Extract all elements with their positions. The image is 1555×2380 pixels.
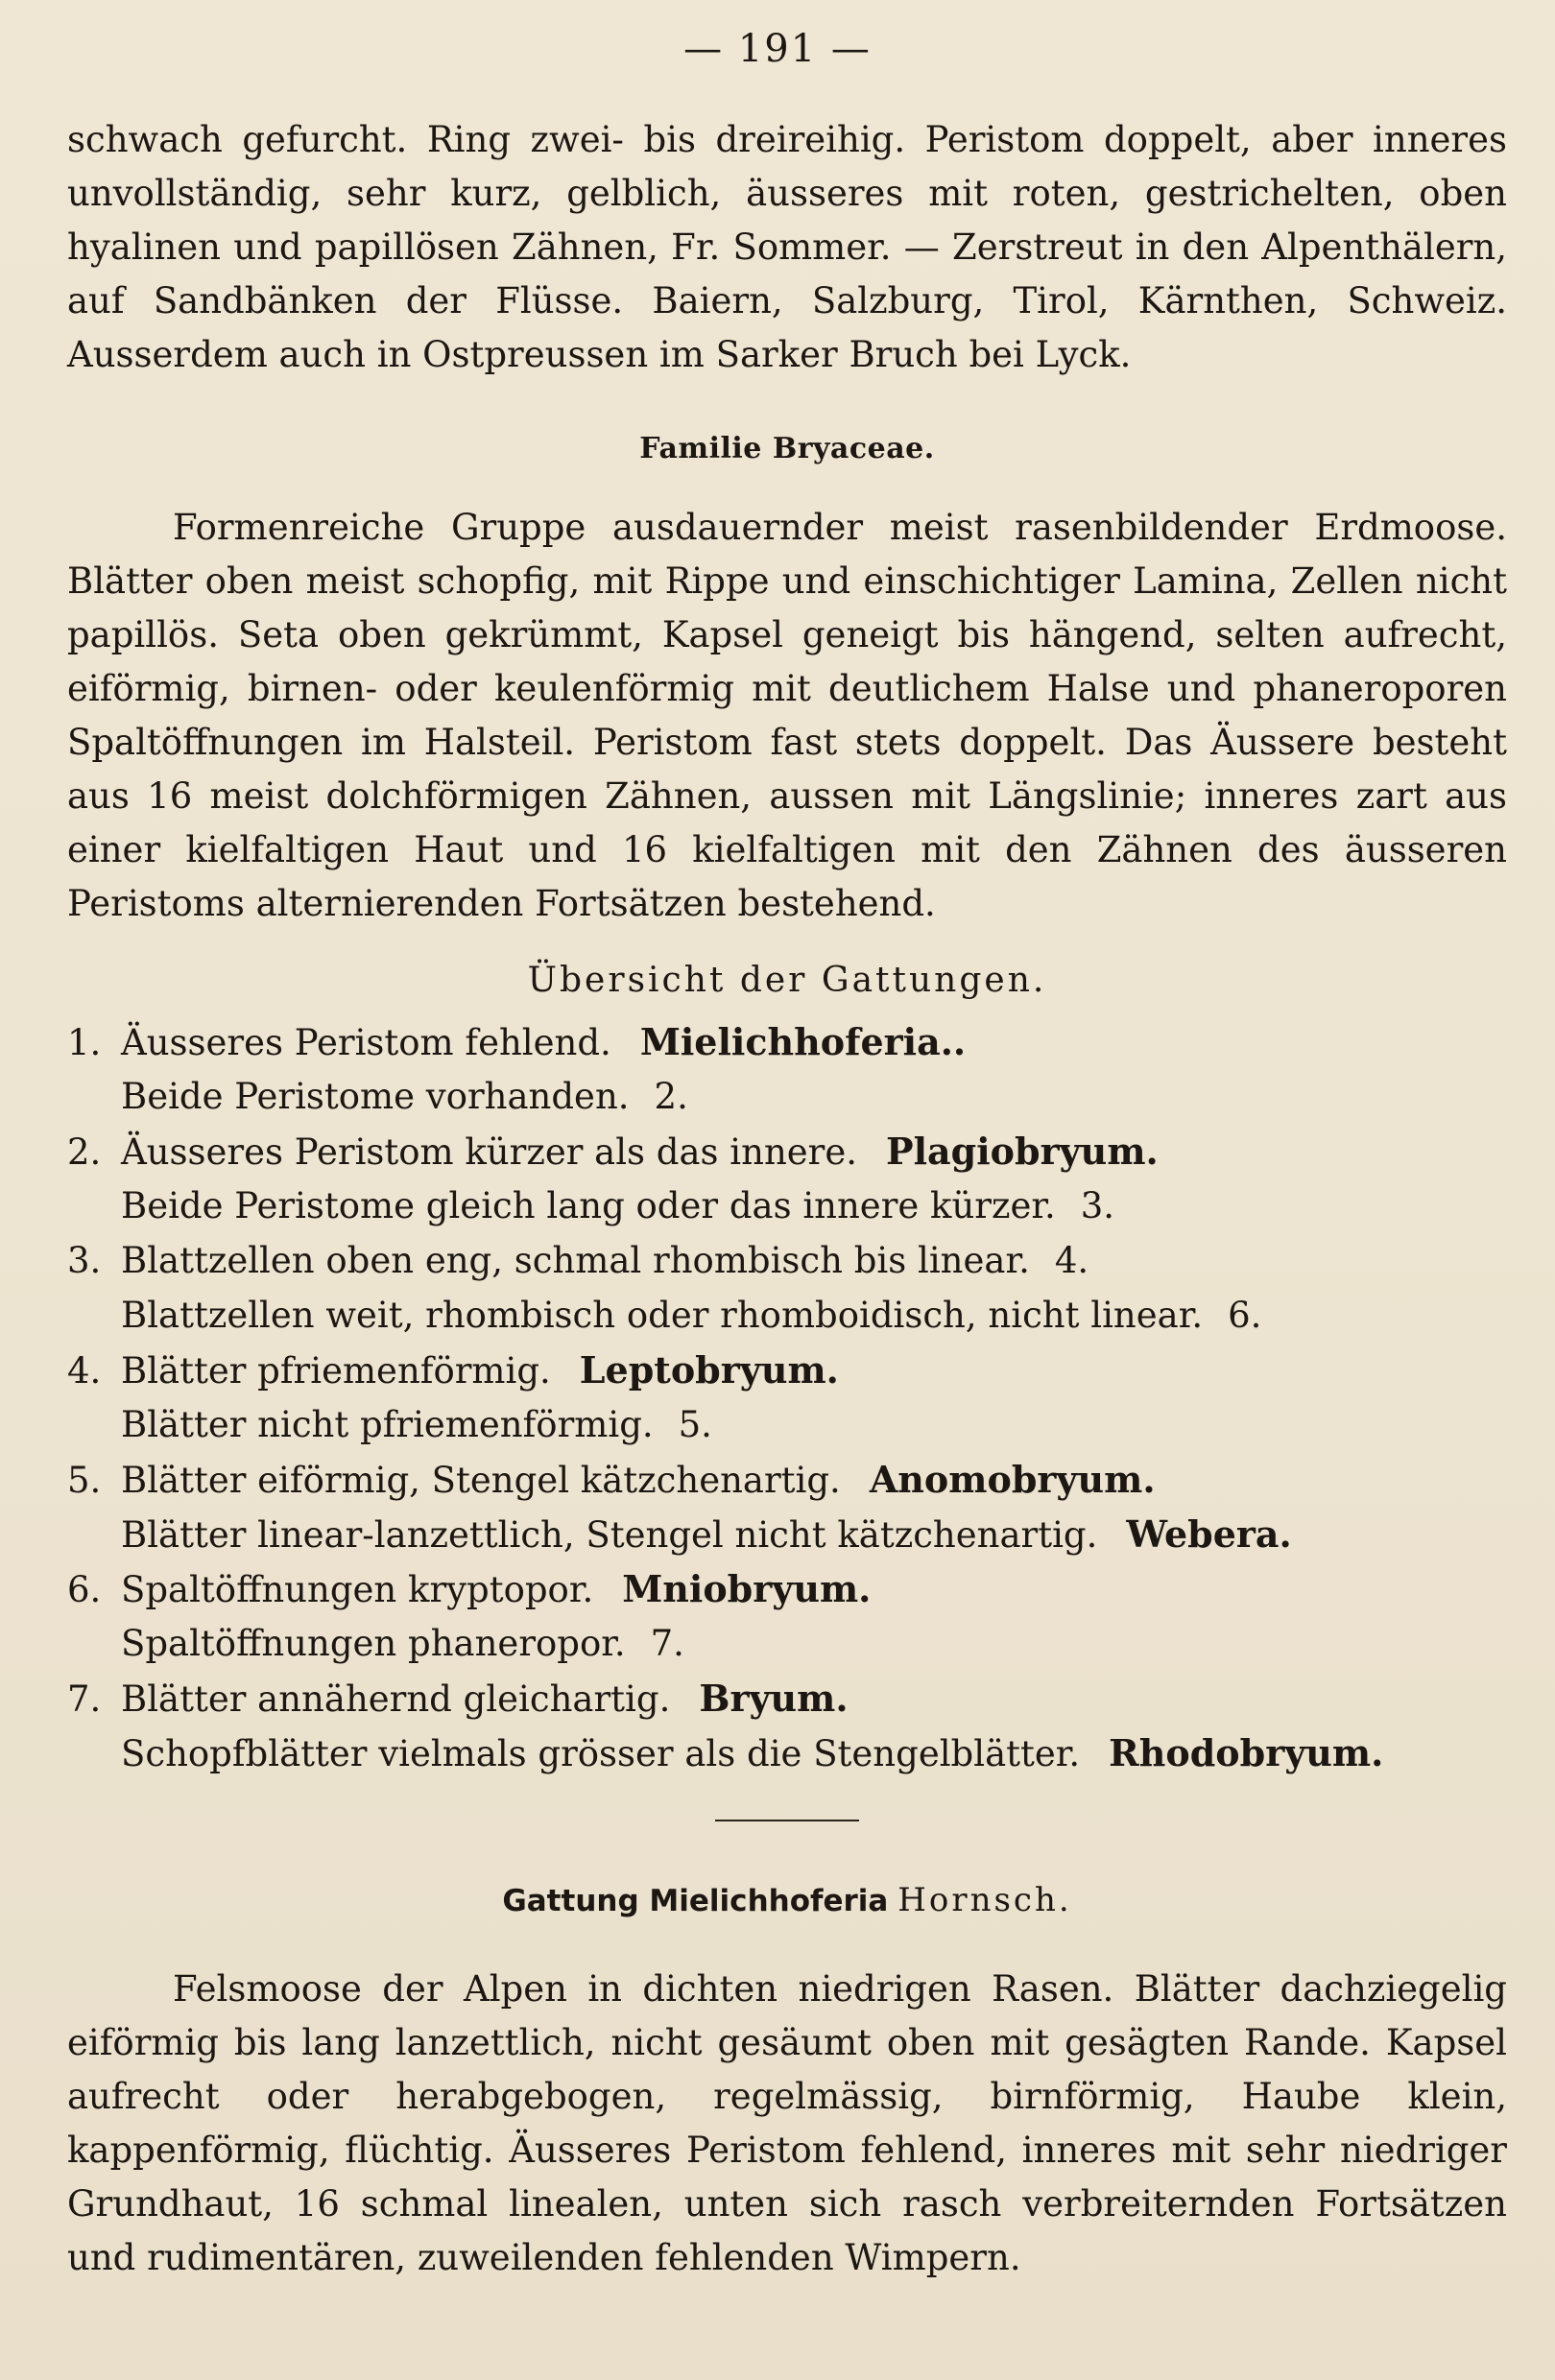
key-genus: Rhodobryum.	[1109, 1731, 1384, 1774]
key-text: Blätter pfriemenförmig.	[121, 1350, 551, 1392]
key-genus: Anomobryum.	[869, 1458, 1156, 1501]
key-row	[67, 1672, 1507, 1726]
paragraph-continued: schwach gefurcht. Ring zwei- bis dreireihig. Peristom doppelt, aber inneres unvollständig, sehr kurz, gelblich, äusseres mit roten, gestrichelten, oben hyalinen und papillösen Zähnen, Fr. Sommer. — Zerstreut in den Alpenthälern, auf Sandbänken der Flüsse. Baiern, Salzburg, Tirol, Kärnthen, Schweiz. Ausserdem auch in Ostpreussen im Sarker Bruch bei Lyck.	[67, 119, 1507, 375]
key-genus: Leptobryum.	[579, 1348, 839, 1392]
key-row	[67, 1344, 1507, 1398]
key-text: Äusseres Peristom kürzer als das innere.	[121, 1131, 858, 1173]
key-lead: 5.	[678, 1404, 712, 1445]
key-text: Blätter linear-lanzettlich, Stengel nicht kätzchenartig.	[121, 1514, 1098, 1556]
overview-title: Übersicht der Gattungen.	[527, 961, 1047, 1000]
key-row	[67, 1617, 1507, 1672]
key-text: Beide Peristome vorhanden.	[121, 1076, 630, 1117]
key-text: Blattzellen oben eng, schmal rhombisch bis linear.	[121, 1240, 1030, 1281]
family-description: Formenreiche Gruppe ausdauernder meist rasenbildender Erdmoose. Blätter oben meist schopfig, mit Rippe und einschichtiger Lamina, Zellen nicht papillös. Seta oben gekrümmt, Kapsel geneigt bis hängend, selten aufrecht, eiförmig, birnen- oder keulenförmig mit deutlichem Halse und phaneroporen Spaltöffnungen im Halsteil. Peristom fast stets doppelt. Das Äussere besteht aus 16 meist dolchförmigen Zähnen, aussen mit Längslinie; inneres zart aus einer kielfaltigen Haut und 16 kielfaltigen mit den Zähnen des äusseren Peristoms alternierenden Fortsätzen bestehend.	[67, 507, 1507, 924]
key-number: 2.	[67, 1131, 102, 1173]
key-text: Blätter annähernd gleichartig.	[121, 1678, 671, 1720]
key-lead: 3.	[1080, 1185, 1115, 1226]
page-content	[67, 113, 1507, 2285]
key-text: Blattzellen weit, rhombisch oder rhomboidisch, nicht linear.	[121, 1295, 1204, 1336]
key-text: Spaltöffnungen phaneropor.	[121, 1623, 626, 1664]
key-row	[67, 1289, 1507, 1344]
key-text: Äusseres Peristom fehlend.	[121, 1022, 611, 1063]
family-heading: Familie Bryaceae.	[639, 432, 935, 465]
key-row	[67, 1726, 1507, 1781]
key-row	[67, 1562, 1507, 1617]
key-lead: 2.	[654, 1076, 688, 1117]
section-divider	[715, 1820, 859, 1821]
key-text: Blätter eiförmig, Stengel kätzchenartig.	[121, 1460, 841, 1501]
key-lead: 6.	[1228, 1295, 1262, 1336]
key-number: 6.	[67, 1569, 102, 1610]
key-number: 5.	[67, 1460, 102, 1501]
key-row	[67, 1179, 1507, 1234]
key-number: 3.	[67, 1240, 102, 1281]
key-row	[67, 1070, 1507, 1125]
genus-heading	[67, 1873, 1507, 1928]
key-row	[67, 1015, 1507, 1070]
key-row	[67, 1508, 1507, 1562]
key-number: 4.	[67, 1350, 102, 1392]
key-text: Blätter nicht pfriemenförmig.	[121, 1404, 654, 1445]
key-row	[67, 1398, 1507, 1453]
genus-description: Felsmoose der Alpen in dichten niedrigen Rasen. Blätter dachziegelig eiförmig bis lang lanzettlich, nicht gesäumt oben mit gesägten Rande. Kapsel aufrecht oder herabgebogen, regelmässig, birnförmig, Haube klein, kappenförmig, flüchtig. Äusseres Peristom fehlend, inneres mit sehr niedriger Grundhaut, 16 schmal linealen, unten sich rasch verbreiternden Fortsätzen und rudimentären, zuweilenden fehlenden Wimpern.	[67, 1968, 1507, 2278]
key-text: Spaltöffnungen kryptopor.	[121, 1569, 594, 1610]
genus-key	[67, 1015, 1507, 1781]
key-genus: Webera.	[1126, 1512, 1292, 1556]
key-genus: Plagiobryum.	[886, 1130, 1159, 1173]
key-text: Beide Peristome gleich lang oder das innere kürzer.	[121, 1185, 1056, 1226]
key-genus: Mielichhoferia..	[639, 1020, 967, 1063]
key-number: 1.	[67, 1022, 102, 1063]
key-row	[67, 1234, 1507, 1289]
key-row	[67, 1125, 1507, 1179]
key-lead: 4.	[1054, 1240, 1089, 1281]
genus-heading-author: Hornsch.	[897, 1881, 1072, 1919]
key-text: Schopfblätter vielmals grösser als die Stengelblätter.	[121, 1733, 1081, 1774]
key-number: 7.	[67, 1678, 102, 1720]
key-genus: Mniobryum.	[622, 1567, 872, 1610]
page-number: — 191 —	[683, 27, 872, 71]
key-lead: 7.	[650, 1623, 684, 1664]
genus-heading-name: Gattung Mielichhoferia	[502, 1884, 889, 1918]
key-row	[67, 1453, 1507, 1508]
key-genus: Bryum.	[699, 1677, 849, 1720]
